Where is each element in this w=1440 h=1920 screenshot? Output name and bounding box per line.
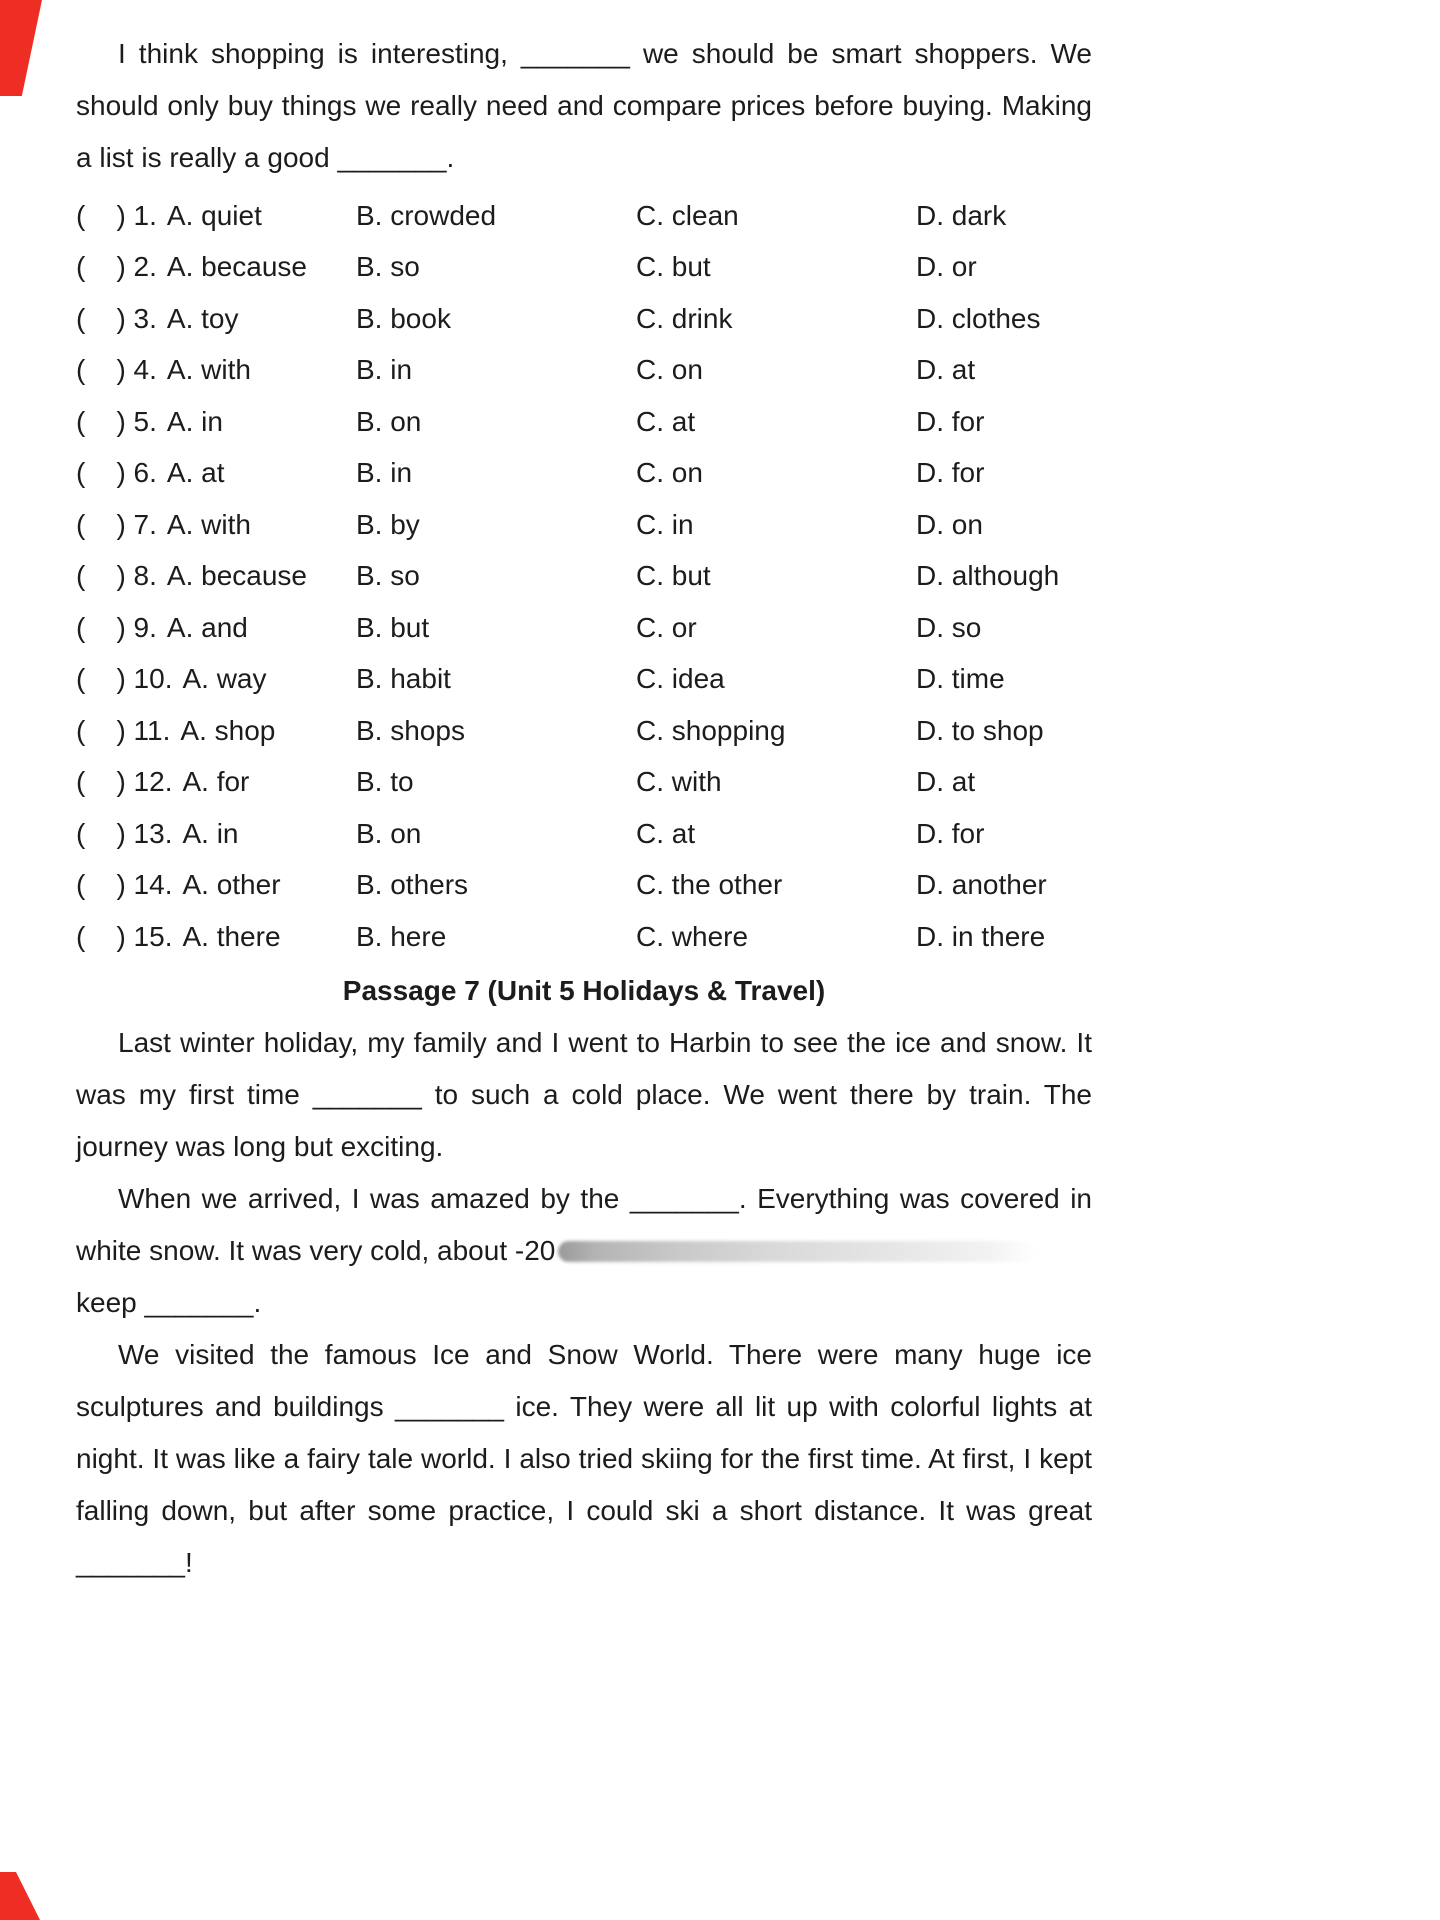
option-c: C. clean <box>636 199 739 231</box>
option-b: B. shops <box>356 714 465 746</box>
answer-bracket-and-number: ( ) 1. <box>76 199 157 231</box>
option-a: A. because <box>166 560 308 592</box>
option-c: C. idea <box>636 663 725 695</box>
question-cell-a <box>76 354 356 386</box>
option-d: D. for <box>916 457 985 489</box>
option-a: A. in <box>182 817 239 849</box>
option-a: A. with <box>166 508 251 540</box>
question-cell-a <box>76 766 356 798</box>
option-c: C. in <box>636 508 694 540</box>
option-d: D. dark <box>916 199 1007 231</box>
option-d: D. although <box>916 560 1060 592</box>
answer-bracket-and-number: ( ) 15. <box>76 920 173 952</box>
questions-list <box>76 190 1092 963</box>
answer-bracket-and-number: ( ) 10. <box>76 663 173 695</box>
option-d: D. in there <box>916 920 1046 952</box>
option-a: A. for <box>182 766 250 798</box>
option-b: B. others <box>356 869 469 901</box>
answer-bracket-and-number: ( ) 9. <box>76 611 157 643</box>
option-d: D. at <box>916 354 976 386</box>
option-b: B. but <box>356 611 430 643</box>
option-a: A. toy <box>166 302 239 334</box>
question-row <box>76 602 1092 654</box>
option-c: C. at <box>636 817 696 849</box>
intro-paragraph: I think shopping is interesting, _______ we should be smart shoppers. We should only buy things we really need and compare prices before buying. Making a list is really a good _______. <box>76 38 1092 173</box>
option-d: D. another <box>916 869 1047 901</box>
red-table-edge-bottom-left <box>0 1872 40 1920</box>
option-a: A. because <box>166 251 308 283</box>
option-d: D. so <box>916 611 982 643</box>
answer-bracket-and-number: ( ) 8. <box>76 560 157 592</box>
option-a: A. shop <box>180 714 276 746</box>
question-cell-a <box>76 303 356 335</box>
option-b: B. in <box>356 457 413 489</box>
question-row <box>76 757 1092 809</box>
option-b: B. book <box>356 302 451 334</box>
answer-bracket-and-number: ( ) 4. <box>76 354 157 386</box>
answer-bracket-and-number: ( ) 12. <box>76 766 173 798</box>
option-d: D. or <box>916 251 977 283</box>
option-d: D. to shop <box>916 714 1044 746</box>
question-row <box>76 808 1092 860</box>
question-row <box>76 654 1092 706</box>
question-cell-a <box>76 869 356 901</box>
option-c: C. or <box>636 611 697 643</box>
question-cell-a <box>76 200 356 232</box>
question-row <box>76 345 1092 397</box>
option-b: B. on <box>356 405 422 437</box>
question-row <box>76 448 1092 500</box>
question-row <box>76 551 1092 603</box>
question-cell-a <box>76 251 356 283</box>
option-a: A. quiet <box>166 199 262 231</box>
option-d: D. for <box>916 817 985 849</box>
answer-bracket-and-number: ( ) 5. <box>76 405 157 437</box>
option-c: C. with <box>636 766 722 798</box>
answer-bracket-and-number: ( ) 13. <box>76 817 173 849</box>
question-cell-a <box>76 406 356 438</box>
option-b: B. here <box>356 920 447 952</box>
answer-bracket-and-number: ( ) 11. <box>76 714 171 746</box>
question-row <box>76 190 1092 242</box>
question-cell-a <box>76 560 356 592</box>
worksheet-content <box>76 28 1092 1589</box>
option-a: A. in <box>166 405 223 437</box>
option-b: B. to <box>356 766 414 798</box>
question-row <box>76 860 1092 912</box>
passage-paragraph-3: We visited the famous Ice and Snow World. There were many huge ice sculptures and buildings _______ ice. They were all lit up with colorful lights at night. It was like a fairy tale world. I also tried skiing for the first time. At first, I kept falling down, but after some practice, I could ski a short distance. It was great _______! <box>76 1338 1092 1578</box>
question-cell-a <box>76 663 356 695</box>
option-a: A. and <box>166 611 248 643</box>
passage-paragraph-2-end: keep _______. <box>76 1286 262 1318</box>
question-cell-a <box>76 612 356 644</box>
passage-paragraph-2 <box>76 1173 1092 1329</box>
option-b: B. by <box>356 508 420 540</box>
option-b: B. crowded <box>356 199 497 231</box>
answer-bracket-and-number: ( ) 2. <box>76 251 157 283</box>
answer-bracket-and-number: ( ) 14. <box>76 869 173 901</box>
answer-bracket-and-number: ( ) 7. <box>76 508 157 540</box>
option-a: A. other <box>182 869 281 901</box>
option-a: A. there <box>182 920 281 952</box>
question-cell-a <box>76 818 356 850</box>
question-row <box>76 396 1092 448</box>
option-c: C. on <box>636 457 703 489</box>
option-c: C. but <box>636 251 711 283</box>
passage-paragraph-1: Last winter holiday, my family and I went to Harbin to see the ice and snow. It was my first time _______ to such a cold place. We went there by train. The journey was long but exciting. <box>76 1026 1092 1162</box>
option-c: C. the other <box>636 869 783 901</box>
red-table-edge-top-left <box>0 0 42 96</box>
passage-paragraph-2-text: When we arrived, I was amazed by the _______. Everything was covered in white snow. It was very cold, about -20 <box>76 1182 1092 1266</box>
option-b: B. in <box>356 354 413 386</box>
answer-bracket-and-number: ( ) 3. <box>76 302 157 334</box>
question-row <box>76 293 1092 345</box>
question-row <box>76 242 1092 294</box>
option-b: B. so <box>356 251 420 283</box>
option-a: A. way <box>182 663 267 695</box>
question-cell-a <box>76 509 356 541</box>
option-d: D. at <box>916 766 976 798</box>
answer-bracket-and-number: ( ) 6. <box>76 457 157 489</box>
option-c: C. on <box>636 354 703 386</box>
question-row <box>76 705 1092 757</box>
option-c: C. where <box>636 920 749 952</box>
option-d: D. on <box>916 508 983 540</box>
question-cell-a <box>76 457 356 489</box>
question-row <box>76 911 1092 963</box>
passage-heading: Passage 7 (Unit 5 Holidays & Travel) <box>342 974 826 1006</box>
option-c: C. shopping <box>636 714 786 746</box>
option-d: D. for <box>916 405 985 437</box>
option-b: B. habit <box>356 663 451 695</box>
question-cell-a <box>76 921 356 953</box>
option-b: B. on <box>356 817 422 849</box>
option-a: A. with <box>166 354 251 386</box>
option-d: D. clothes <box>916 302 1041 334</box>
option-a: A. at <box>166 457 225 489</box>
option-d: D. time <box>916 663 1005 695</box>
question-cell-a <box>76 715 356 747</box>
option-b: B. so <box>356 560 420 592</box>
option-c: C. but <box>636 560 711 592</box>
option-c: C. drink <box>636 302 733 334</box>
option-c: C. at <box>636 405 696 437</box>
smudged-text-blur <box>558 1241 1036 1262</box>
question-row <box>76 499 1092 551</box>
